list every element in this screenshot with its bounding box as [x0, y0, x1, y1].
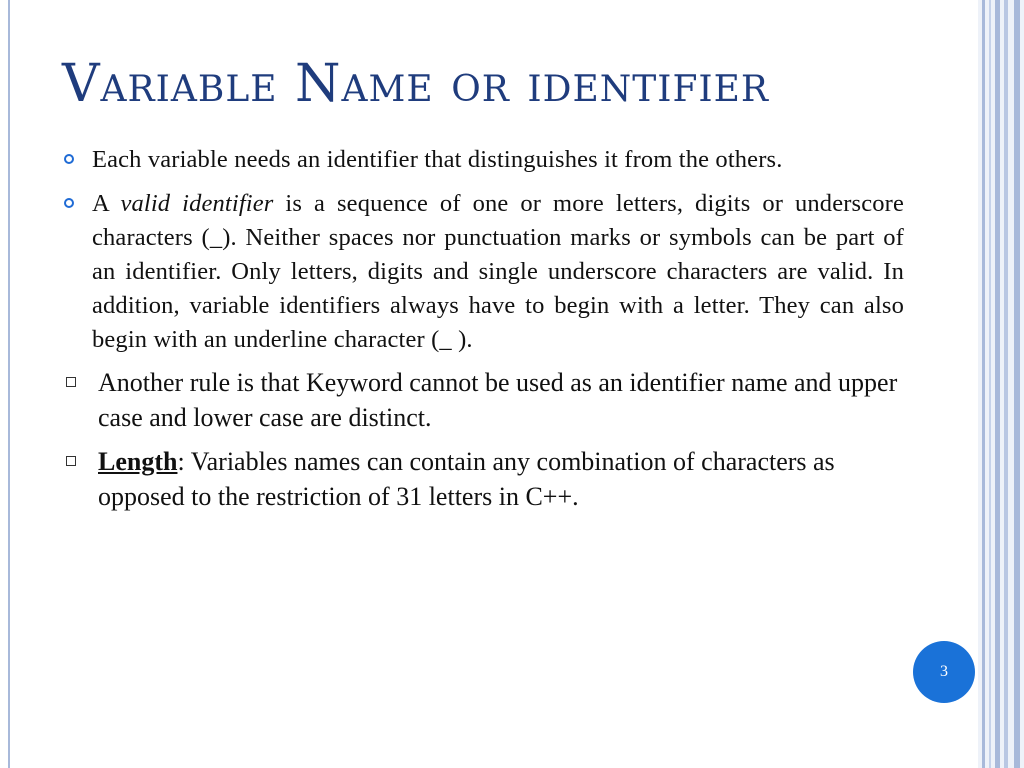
- bullet-rest: is a sequence of one or more letters, digits or underscore characters (_). Neither spaces nor punctuation marks or symbols can be part of an identifier. Only letters, digits and single underscore characters are valid. In addition, variable identifiers always have to begin with a letter. They can also begin with an underline character (_ ).: [92, 190, 904, 353]
- bullet-text: [92, 187, 904, 357]
- bullet-list: [62, 143, 904, 514]
- right-decorative-bars: [978, 0, 1024, 768]
- page-number-badge: [913, 641, 975, 703]
- bullet-emphasis: valid identifier: [120, 190, 274, 217]
- page-number: 3: [940, 663, 948, 680]
- bullet-rest: : Variables names can contain any combination of characters as opposed to the restriction of 31 letters in C++.: [98, 447, 835, 511]
- bullet-text: [98, 444, 904, 514]
- square-bullet-icon: [66, 377, 76, 387]
- decor-bar: [989, 0, 991, 768]
- left-decorative-rule: [8, 0, 10, 768]
- list-item: [62, 365, 904, 435]
- list-item: [62, 143, 904, 177]
- decor-bar: [982, 0, 985, 768]
- decor-bar: [995, 0, 1000, 768]
- decor-bar: [1004, 0, 1008, 768]
- list-item: [62, 444, 904, 514]
- bullet-text: Each variable needs an identifier that distinguishes it from the others.: [92, 146, 783, 173]
- decor-bar: [1014, 0, 1020, 768]
- bullet-strong: Length: [98, 447, 178, 476]
- list-item: [62, 187, 904, 357]
- ring-bullet-icon: [64, 154, 74, 164]
- slide-title: Variable Name or identifier: [62, 54, 770, 114]
- bullet-text: Another rule is that Keyword cannot be used as an identifier name and upper case and lower case are distinct.: [98, 368, 898, 432]
- square-bullet-icon: [66, 456, 76, 466]
- ring-bullet-icon: [64, 198, 74, 208]
- bullet-lead: A: [92, 190, 121, 217]
